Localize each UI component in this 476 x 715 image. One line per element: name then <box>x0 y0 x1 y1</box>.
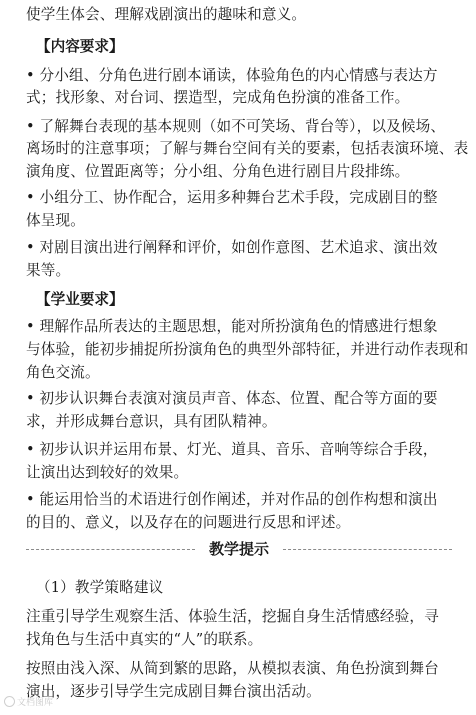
academic-line: • 初步认识并运用布景、灯光、道具、音乐、音响等综合手段， <box>26 441 438 458</box>
academic-line: 让演出达到较好的效果。 <box>26 464 189 481</box>
watermark <box>4 695 53 708</box>
content-line: 果等。 <box>26 262 71 279</box>
watermark-text: 文档图库 <box>17 698 54 708</box>
academic-requirements-heading: 【学业要求】 <box>36 291 124 308</box>
academic-line: 求，并形成舞台意识，具有团队精神。 <box>26 413 277 430</box>
academic-line: • 初步认识舞台表演对演员声音、体态、位置、配合等方面的要 <box>26 390 438 407</box>
content-line: • 对剧目演出进行阐释和评价，如创作意图、艺术追求、演出效 <box>26 239 438 256</box>
academic-line: 的目的、意义，以及存在的问题进行反思和评述。 <box>26 514 351 531</box>
intro-line: 使学生体会、理解戏剧演出的趣味和意义。 <box>26 6 307 23</box>
content-line: • 了解舞台表现的基本规则（如不可笑场、背台等），以及候场、 <box>26 118 446 135</box>
academic-line: • 理解作品所表达的主题思想，能对所扮演角色的情感进行想象 <box>26 318 438 335</box>
strategy-line: 演出，逐步引导学生完成剧目舞台演出活动。 <box>26 683 321 700</box>
watermark-logo-icon <box>4 696 15 707</box>
divider-rule-left <box>26 549 195 550</box>
content-requirements-heading: 【内容要求】 <box>36 38 124 55</box>
strategy-heading: （1）教学策略建议 <box>36 579 164 596</box>
strategy-line: 按照由浅入深、从简到繁的思路，从模拟表演、角色扮演到舞台 <box>26 660 439 677</box>
content-line: 式；找形象、对台词、摆造型，完成角色扮演的准备工作。 <box>26 89 410 106</box>
strategy-line: 注重引导学生观察生活、体验生活，挖掘自身生活情感经验，寻 <box>26 608 439 625</box>
academic-line: 与体验，能初步捕捉所扮演角色的典型外部特征，并进行动作表现和 <box>26 341 469 358</box>
section-title: 教学提示 <box>209 540 270 558</box>
academic-line: 角色交流。 <box>26 364 100 381</box>
content-line: • 分小组、分角色进行剧本诵读，体验角色的内心情感与表达方 <box>26 67 438 84</box>
content-line: 体呈现。 <box>26 212 85 229</box>
section-divider <box>26 538 452 560</box>
content-line: • 小组分工、协作配合，运用多种舞台艺术手段，完成剧目的整 <box>26 189 438 206</box>
strategy-line: 找角色与生活中真实的“人”的联系。 <box>26 631 263 648</box>
content-line: 演角度、位置距离等；分小组、分角色进行剧目片段排练。 <box>26 163 410 180</box>
divider-rule-right <box>283 549 452 550</box>
content-line: 离场时的注意事项；了解与舞台空间有关的要素，包括表演环境、表 <box>26 140 469 157</box>
academic-line: • 能运用恰当的术语进行创作阐述，并对作品的创作构想和演出 <box>26 491 438 508</box>
